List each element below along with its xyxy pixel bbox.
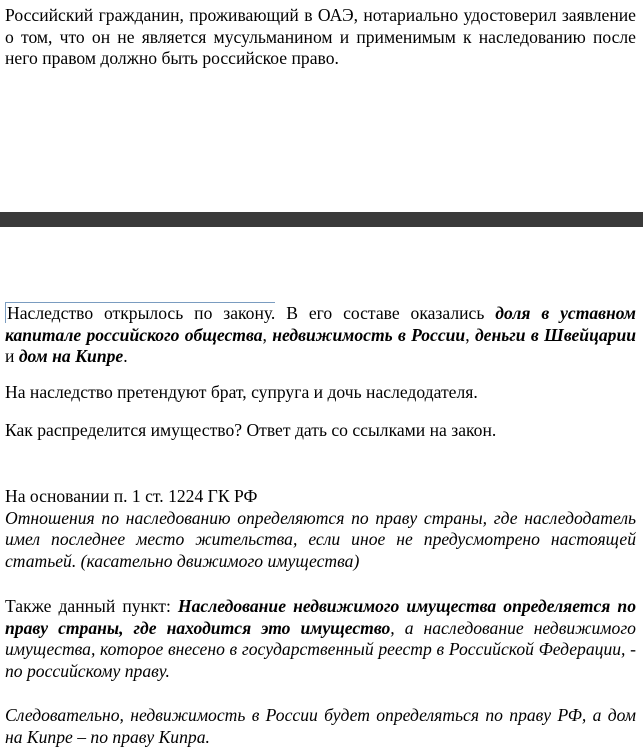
article-quote-italic: Отношения по наследованию определяются по праву страны, где наследодатель имел последнее место жительства, если иное не предусмотрено настоящей статьей. (касательно движимого имущества) <box>5 507 636 571</box>
page-break-divider <box>0 212 643 227</box>
bold-italic-clause: Наследование недвижимого имущества определяется по праву страны, где находится это имущество <box>5 596 636 638</box>
text: , <box>262 324 273 345</box>
bold-italic-share: доля в уставном капитале российского общества <box>5 303 636 345</box>
paragraph-estate-composition <box>5 303 636 368</box>
paragraph-also-clause <box>5 596 636 682</box>
bold-italic-money-swiss: деньги в Швейцарии <box>474 324 637 345</box>
top-paragraph: Российский гражданин, проживающий в ОАЭ, нотариально удостоверил заявление о том, что он не является мусульманином и применимым к наследованию после него правом должно быть российское право. <box>5 5 636 68</box>
conclusion-italic: Следовательно, недвижимость в России будет определяться по праву РФ, а дом на Кипре – по праву Кипра. <box>5 705 636 747</box>
italic-clause: , а наследование недвижимого имущества, которое внесено в государственный реестр в Российской Федерации, - по российскому праву. <box>5 617 636 681</box>
text-cursor-selection[interactable]: Наследство открылось по закону. <box>7 303 276 323</box>
paragraph-conclusion <box>5 705 636 748</box>
document-page-top <box>0 0 643 212</box>
text: В его составе оказались <box>275 303 496 323</box>
bold-italic-realty-russia: недвижимость в России <box>272 324 466 345</box>
text: Также данный пункт: <box>5 596 178 616</box>
article-reference: На основании п. 1 ст. 1224 ГК РФ <box>5 486 258 506</box>
text: . <box>123 346 128 366</box>
text: и <box>5 346 19 366</box>
text: , <box>465 324 475 345</box>
paragraph-article-1224 <box>5 486 636 572</box>
bold-italic-house-cyprus: дом на Кипре <box>18 346 124 366</box>
paragraph-question: Как распределится имущество? Ответ дать со ссылками на закон. <box>5 420 497 440</box>
document-page-bottom <box>0 227 643 750</box>
paragraph-claimants: На наследство претендуют брат, супруга и дочь наследодателя. <box>5 382 478 402</box>
